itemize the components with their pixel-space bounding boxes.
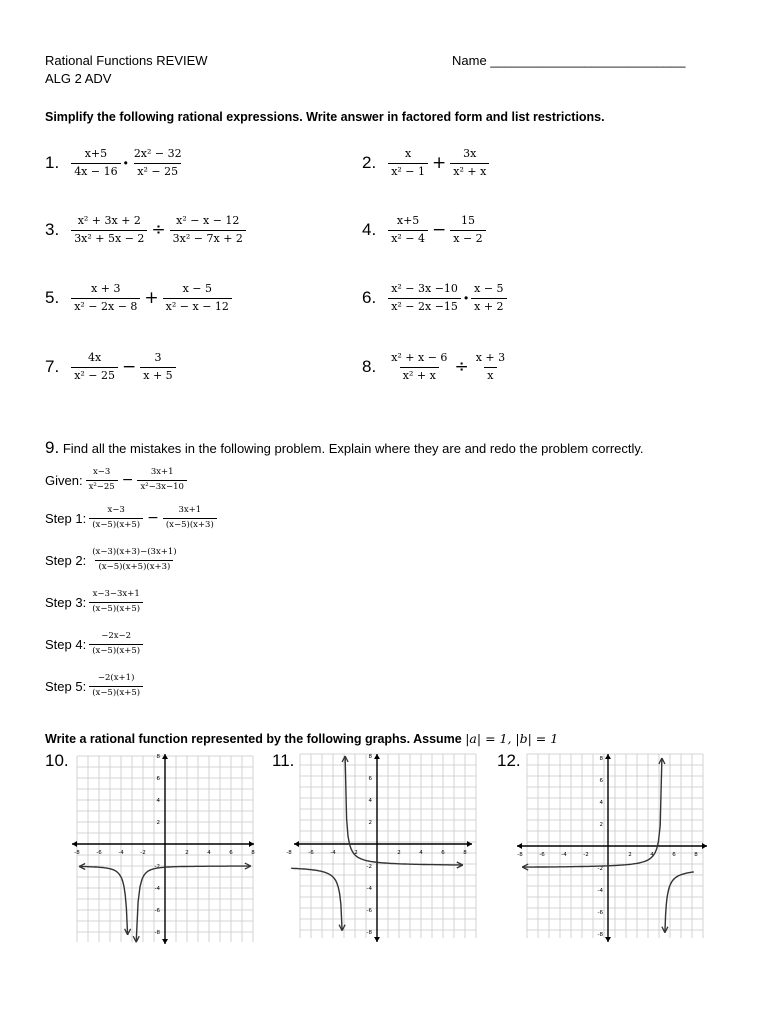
problem-number: 8. xyxy=(362,357,377,377)
problem-3 xyxy=(45,215,246,245)
denominator: x² − 25 xyxy=(134,163,181,179)
fraction xyxy=(388,215,428,245)
y-tick-label: -2 xyxy=(597,866,603,872)
numerator: x−3 xyxy=(107,505,125,515)
fraction xyxy=(71,352,118,382)
y-tick-label: 2 xyxy=(156,820,160,826)
numerator: x² + 3x + 2 xyxy=(77,214,141,227)
x-tick-label: -8 xyxy=(74,850,80,856)
denominator: (x−5)(x+5) xyxy=(89,644,143,657)
simplify-instruction: Simplify the following rational expressions. Write answer in factored form and list restrictions. xyxy=(45,110,605,124)
y-tick-label: 8 xyxy=(156,754,160,760)
x-axis-arrow xyxy=(517,843,522,849)
x-tick-label: 2 xyxy=(185,850,189,856)
numerator: x + 3 xyxy=(475,351,506,364)
assume-condition: |a| = 1, |b| = 1 xyxy=(465,731,559,746)
step-5-row xyxy=(45,674,143,699)
x-tick-label: -6 xyxy=(308,850,314,856)
step-label: Step 4: xyxy=(45,636,87,652)
x-tick-label: -2 xyxy=(140,850,146,856)
y-tick-label: -4 xyxy=(597,888,603,894)
numerator: 3x+1 xyxy=(178,505,202,515)
y-axis-arrow xyxy=(374,937,380,942)
denominator: (x−5)(x+5) xyxy=(89,602,143,615)
denominator: x²−3x−10 xyxy=(137,480,186,493)
worksheet-title: Rational Functions REVIEW xyxy=(45,53,208,68)
numerator: x+5 xyxy=(396,214,420,227)
name-line: ___________________________ xyxy=(490,53,686,68)
given-row xyxy=(45,468,187,493)
fraction xyxy=(71,148,120,178)
fraction xyxy=(388,148,428,178)
numerator: (x−3)(x+3)−(3x+1) xyxy=(92,547,177,557)
function-curve xyxy=(665,872,694,933)
fraction xyxy=(137,468,186,493)
fraction xyxy=(388,352,450,382)
numerator: x−3 xyxy=(92,467,111,477)
fraction xyxy=(170,215,246,245)
problem-number: 1. xyxy=(45,153,60,173)
given-label: Given: xyxy=(45,472,83,488)
y-tick-label: -4 xyxy=(366,886,372,892)
numerator: x² − x − 12 xyxy=(176,214,240,227)
fraction xyxy=(473,352,508,382)
denominator: x − 2 xyxy=(450,230,485,246)
numerator: 2x² − 32 xyxy=(133,147,182,160)
numerator: 4x xyxy=(88,351,102,364)
denominator: x² + x xyxy=(400,367,439,383)
function-curve xyxy=(522,758,662,867)
numerator: x+5 xyxy=(84,147,108,160)
fraction xyxy=(89,506,143,531)
y-tick-label: 4 xyxy=(368,798,372,804)
denominator: x²−25 xyxy=(86,480,118,493)
problem-1 xyxy=(45,148,185,178)
y-tick-label: -8 xyxy=(597,932,603,938)
y-tick-label: -6 xyxy=(154,908,160,914)
denominator: 3x² − 7x + 2 xyxy=(170,230,246,246)
course-label: ALG 2 ADV xyxy=(45,71,112,86)
question-number: 9. xyxy=(45,438,60,457)
denominator: 4x − 16 xyxy=(71,163,120,179)
operator: • xyxy=(123,156,128,171)
fraction xyxy=(471,283,506,313)
denominator: (x−5)(x+5) xyxy=(89,686,143,699)
graph-instruction xyxy=(45,731,558,746)
denominator: 3x² + 5x − 2 xyxy=(71,230,147,246)
graph-11-number: 11. xyxy=(272,751,295,770)
problem-2 xyxy=(362,148,489,178)
y-tick-label: -6 xyxy=(597,910,603,916)
y-axis-arrow xyxy=(162,939,168,944)
x-tick-label: -6 xyxy=(96,850,102,856)
numerator: x−3−3x+1 xyxy=(92,589,140,599)
y-tick-label: -8 xyxy=(154,930,160,936)
y-axis-arrow xyxy=(605,754,611,759)
problem-number: 2. xyxy=(362,153,377,173)
y-tick-label: 2 xyxy=(368,820,372,826)
numerator: x² − 3x −10 xyxy=(391,282,458,295)
x-tick-label: -8 xyxy=(517,852,523,858)
denominator: (x−5)(x+5)(x+3) xyxy=(95,560,173,573)
y-tick-label: 6 xyxy=(156,776,160,782)
problem-number: 4. xyxy=(362,220,377,240)
denominator: x + 5 xyxy=(140,367,175,383)
x-tick-label: 4 xyxy=(419,850,423,856)
x-tick-label: -2 xyxy=(352,850,358,856)
function-curve xyxy=(291,868,342,930)
numerator: x² + x − 6 xyxy=(391,351,448,364)
problem-number: 7. xyxy=(45,357,60,377)
y-tick-label: 8 xyxy=(368,754,372,760)
y-tick-label: -8 xyxy=(366,930,372,936)
problem-6 xyxy=(362,283,507,313)
y-tick-label: 4 xyxy=(156,798,160,804)
denominator: x² − 2x −15 xyxy=(388,298,461,314)
numerator: −2(x+1) xyxy=(97,673,135,683)
x-tick-label: -8 xyxy=(286,850,292,856)
step-2-row xyxy=(45,548,180,573)
y-tick-label: 6 xyxy=(599,778,603,784)
x-axis-arrow xyxy=(294,841,299,847)
denominator: x² − x − 12 xyxy=(163,298,232,314)
name-field[interactable] xyxy=(452,53,686,68)
denominator: x xyxy=(484,367,496,383)
fraction xyxy=(450,148,489,178)
x-tick-label: -2 xyxy=(583,852,589,858)
y-tick-label: 8 xyxy=(599,756,603,762)
y-tick-label: 2 xyxy=(599,822,603,828)
fraction xyxy=(131,148,185,178)
problem-number: 6. xyxy=(362,288,377,308)
fraction xyxy=(89,590,143,615)
fraction xyxy=(89,674,143,699)
denominator: x² + x xyxy=(450,163,489,179)
problem-5 xyxy=(45,283,232,313)
y-tick-label: -2 xyxy=(366,864,372,870)
graph-12 xyxy=(515,752,709,944)
x-tick-label: 2 xyxy=(397,850,401,856)
operator: − xyxy=(122,357,137,378)
operator: ÷ xyxy=(454,357,469,378)
problem-7 xyxy=(45,352,176,382)
step-label: Step 2: xyxy=(45,552,87,568)
denominator: x² − 1 xyxy=(388,163,428,179)
y-axis-arrow xyxy=(162,754,168,759)
x-tick-label: 8 xyxy=(251,850,255,856)
operator: + xyxy=(144,288,159,309)
y-tick-label: 4 xyxy=(599,800,603,806)
x-tick-label: 8 xyxy=(694,852,698,858)
name-label: Name xyxy=(452,53,487,68)
denominator: (x−5)(x+5) xyxy=(89,518,143,531)
numerator: 3x+1 xyxy=(150,467,174,477)
operator: + xyxy=(432,153,447,174)
denominator: x² − 4 xyxy=(388,230,428,246)
x-axis-arrow xyxy=(702,843,707,849)
fraction xyxy=(86,468,118,493)
x-tick-label: -4 xyxy=(561,852,567,858)
x-tick-label: -6 xyxy=(539,852,545,858)
step-label: Step 3: xyxy=(45,594,87,610)
numerator: 15 xyxy=(460,214,475,227)
x-tick-label: 4 xyxy=(207,850,211,856)
question-9-text: Find all the mistakes in the following problem. Explain where they are and redo the problem correctly. xyxy=(62,441,644,456)
denominator: x² − 2x − 8 xyxy=(71,298,140,314)
operator: − xyxy=(432,220,447,241)
step-3-row xyxy=(45,590,143,615)
graph-12-number: 12. xyxy=(497,751,521,770)
numerator: −2x−2 xyxy=(101,631,132,641)
fraction xyxy=(89,548,179,573)
x-tick-label: 6 xyxy=(229,850,233,856)
denominator: (x−5)(x+3) xyxy=(163,518,217,531)
numerator: x − 5 xyxy=(182,282,212,295)
problem-4 xyxy=(362,215,486,245)
y-tick-label: 6 xyxy=(368,776,372,782)
denominator: x² − 25 xyxy=(71,367,118,383)
y-tick-label: -4 xyxy=(154,886,160,892)
fraction xyxy=(71,283,140,313)
operator: ÷ xyxy=(151,220,166,241)
numerator: 3 xyxy=(154,351,162,364)
x-tick-label: 8 xyxy=(463,850,467,856)
numerator: 3x xyxy=(463,147,477,160)
numerator: x xyxy=(404,147,412,160)
x-tick-label: -4 xyxy=(118,850,124,856)
fraction xyxy=(163,506,217,531)
function-curve xyxy=(345,756,463,865)
fraction xyxy=(450,215,485,245)
graph-10 xyxy=(68,752,258,948)
step-label: Step 5: xyxy=(45,678,87,694)
x-axis-arrow xyxy=(72,841,77,847)
x-tick-label: 6 xyxy=(441,850,445,856)
graph-10-number: 10. xyxy=(45,751,69,770)
fraction xyxy=(89,632,143,657)
step-1-row xyxy=(45,506,217,531)
graph-instruction-text: Write a rational function represented by the following graphs. Assume xyxy=(45,732,462,746)
y-tick-label: -2 xyxy=(154,864,160,870)
numerator: x + 3 xyxy=(91,282,121,295)
y-axis-arrow xyxy=(605,937,611,942)
x-tick-label: 4 xyxy=(650,852,654,858)
operator: − xyxy=(121,472,134,489)
operator: − xyxy=(147,510,159,527)
fraction xyxy=(163,283,232,313)
fraction xyxy=(71,215,147,245)
y-tick-label: -6 xyxy=(366,908,372,914)
operator: • xyxy=(463,291,469,306)
fraction xyxy=(140,352,175,382)
problem-number: 3. xyxy=(45,220,60,240)
x-tick-label: -4 xyxy=(330,850,336,856)
x-tick-label: 2 xyxy=(628,852,632,858)
graph-11 xyxy=(286,752,476,944)
step-4-row xyxy=(45,632,143,657)
denominator: x + 2 xyxy=(471,298,506,314)
step-label: Step 1: xyxy=(45,510,87,526)
function-curve xyxy=(136,866,251,942)
numerator: x − 5 xyxy=(474,282,504,295)
y-axis-arrow xyxy=(374,754,380,759)
question-9-prompt xyxy=(45,438,644,458)
problem-number: 5. xyxy=(45,288,60,308)
fraction xyxy=(388,283,461,313)
problem-8 xyxy=(362,352,508,382)
x-tick-label: 6 xyxy=(672,852,676,858)
